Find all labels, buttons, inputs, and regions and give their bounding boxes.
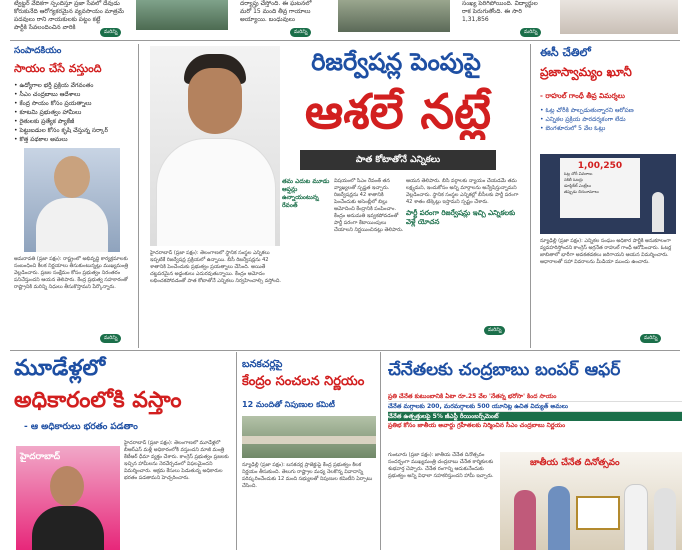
people-2 (548, 486, 570, 550)
more-button[interactable]: మరిన్ని (100, 334, 121, 343)
top-strip-photo-2 (338, 0, 450, 32)
people-3 (624, 484, 648, 550)
bottom-right-headline: చేనేతలకు చంద్రబాబు బంపర్ ఆఫర్ (388, 360, 621, 380)
lead-body-col1: హైదరాబాద్ (ప్రజా పక్షం): తెలంగాణలో స్థానిక సంస్థల ఎన్నికలు ఇప్పటికే రిజర్వేషన్ల ప్రక్రియలో ఉన్నాయి. బీసీ రిజర్వేషన్లను 42 శాతానికి పెంచేందుకు ప్రభుత్వం ప్రయత్నాలు చేసింది. అయితే చట్టపరమైన అడ్డంకులు ఎదురవుతున్నాయి. కేంద్రం ఆమోదం లభించకపోవడంతో పాత కోటాతోనే ఎన్నికలు నిర్వహించాల్సి వస్తోంది. (150, 250, 281, 284)
more-button[interactable]: మరిన్ని (484, 326, 505, 335)
bullet: • బెంగళూరులో 5 వేల ఓట్లు (540, 125, 606, 132)
bottom-right-body: గుంటూరు (ప్రజా పక్షం): జాతీయ చేనేత దినోత్సవం సందర్భంగా ముఖ్యమంత్రి చంద్రబాబు చేనేత కార్మికులకు శుభవార్త చెప్పారు. చేనేత రంగాన్ని ఆదుకునేందుకు ప్రభుత్వం అన్ని విధాలా సహకరిస్తుందని హామీ ఇచ్చారు. (388, 452, 494, 479)
lead-body-col3: ఆయన తెలిపారు. బీసీ వర్గాలకు న్యాయం చేయడమే తమ లక్ష్యమని, ఇందుకోసం అన్ని మార్గాలను అన్వేషిస్తున్నామని వెల్లడించారు. స్థానిక సంస్థల ఎన్నికల్లో బీసీలకు పార్టీ పరంగా 42 శాతం టిక్కెట్లు ఇస్తామని స్పష్టం చేశారు. పార్టీ పరంగా రిజర్వేషన్లు ఇచ్చి ఎన్నికలకు వెళ్లే యోచన (406, 178, 524, 346)
dam-structure (242, 436, 376, 444)
more-button[interactable]: మరిన్ని (290, 28, 311, 37)
lead-quote: తమ ఎదుట మూడు ఆప్షన్లు ఉన్నాయంటున్న రేవంత్ (282, 178, 330, 209)
bottom-mid-kicker: బనకచర్లపై (242, 359, 283, 370)
top-strip-col3: సంఖ్య పెరిగిపోయింది. విద్యార్థుల రాక పెరుగుతోంది. ఈ సారి 1,31,856 (462, 0, 538, 23)
lead-shirt (156, 138, 276, 246)
bl-body (32, 506, 104, 550)
bottom-mid-photo (242, 416, 376, 458)
right-subhead: - రాహుల్ గాంధీ తీవ్ర విమర్శలు (540, 92, 625, 100)
bullet: • ఓట్ల చోరీకి పాల్పడుతున్నారని ఆరోపణ (540, 107, 634, 114)
headline: సాయం చేసే వస్తుంది (14, 62, 102, 75)
more-button[interactable]: మరిన్ని (100, 28, 121, 37)
bottom-mid-body: న్యూఢిల్లీ (ప్రజా పక్షం): బనకచర్ల ప్రాజెక్టుపై కేంద్ర ప్రభుత్వం కీలక నిర్ణయం తీసుకుంది. తెలుగు రాష్ట్రాల మధ్య నెలకొన్న వివాదాన్ని పరిష్కరించేందుకు 12 మంది సభ్యులతో నిపుణుల కమిటీని ఏర్పాటు చేసింది. (242, 462, 373, 489)
more-button[interactable]: మరిన్ని (640, 334, 661, 343)
bullet: • రైతులకు ప్రత్యేక ప్యాకేజీ (14, 118, 75, 125)
divider (10, 40, 680, 41)
divider (10, 350, 680, 351)
bottom-mid-subhead: 12 మందితో నిపుణుల కమిటీ (242, 400, 335, 409)
offer-item: చేనేత ఉత్పత్తులపై 5% జీఎస్టీ రీయింబర్స్‌మెంట్ (388, 412, 682, 421)
bullet: • ఉద్యోగాల భర్తీ ప్రక్రియ వేగవంతం (14, 82, 94, 89)
lead-portrait-photo (150, 46, 280, 246)
bottom-left-headline1: మూడేళ్లలో (14, 356, 106, 381)
lead-kicker: రిజర్వేషన్ల పెంపుపై (311, 48, 481, 76)
bullet: • కొత్త పథకాల అమలు (14, 136, 68, 143)
bottom-right-items (388, 392, 682, 448)
offer-item: ప్రతి చేనేత కుటుంబానికి ఏటా రూ.25 వేల 'నేతన్న భరోసా' కింద సాయం (388, 392, 682, 402)
bottom-left-headline2: అధికారంలోకి వస్తాం (14, 388, 182, 413)
right-body: న్యూఢిల్లీ (ప్రజా పక్షం): ఎన్నికల సంఘం అధికార పార్టీకి అనుకూలంగా వ్యవహరిస్తోందని కాంగ్రెస్ అగ్రనేత రాహుల్ గాంధీ ఆరోపించారు. ఓటర్ల జాబితాలో భారీగా అవకతవకలు జరిగాయని ఆయన విమర్శించారు. ఆధారాలతో సహా వివరాలను మీడియా ముందు ఉంచారు. (540, 238, 672, 265)
lead-body-col2: విషయంలో సీఎం రేవంత్ తన వ్యాఖ్యలతో స్పష్టత ఇచ్చారు. రిజర్వేషన్లను 42 శాతానికి పెంచేందుకు అసెంబ్లీలో బిల్లు ఆమోదించి కేంద్రానికి పంపించాం. కేంద్రం అనుమతి ఇవ్వకపోవడంతో పార్టీ పరంగా కేటాయింపులు చేయాలని నిర్ణయించినట్లు తెలిపారు. (334, 178, 404, 233)
lead-subhead: పాత కోటాతోనే ఎన్నికలు (300, 150, 496, 170)
bullet: • సీఎం చంద్రబాబు ఆదేశాలు (14, 91, 81, 98)
portrait-head (54, 156, 90, 198)
certificate (576, 496, 620, 530)
bullet: • ఎన్నికల ప్రక్రియ పారదర్శకంగా లేదు (540, 116, 626, 123)
divider (138, 44, 139, 348)
bottom-left-subhead: - ఆ అధికారులు భరతం పడతాం (24, 422, 138, 432)
left-body: అమరావతి (ప్రజా పక్షం): రాష్ట్రంలో అభివృద్ధి కార్యక్రమాలకు సంబంధించి కీలక నిర్ణయాలు తీసుకుంటున్నట్లు ముఖ్యమంత్రి వెల్లడించారు. ప్రజల సంక్షేమం కోసం ప్రభుత్వం నిరంతరం పనిచేస్తుందని ఆయన తెలిపారు. కేంద్ర ప్రభుత్వ సహకారంతో రాష్ట్రానికి మరిన్ని నిధులు తీసుకొస్తామని పేర్కొన్నారు. (14, 256, 129, 290)
bullet: • కూటమి ప్రభుత్వం హామీలు (14, 109, 82, 116)
top-strip-photo-3 (560, 0, 678, 34)
section-title: సంపాదకీయం (14, 46, 62, 56)
slide-photo (540, 154, 676, 234)
bullet: • పెట్టుబడుల కోసం కృషి చేస్తున్న సర్కార్ (14, 127, 109, 134)
right-headline: ప్రజాస్వామ్యం ఖూనీ (540, 65, 632, 79)
people-4 (654, 488, 676, 550)
right-heading: పార్టీ పరంగా రిజర్వేషన్లు ఇచ్చి ఎన్నికలకు వెళ్లే యోచన (406, 209, 516, 226)
people-1 (514, 490, 536, 550)
bl-face (50, 466, 84, 506)
top-strip-photo-1 (136, 0, 228, 30)
divider (236, 352, 237, 550)
right-kicker: ఈసీ చేతిలో (540, 46, 591, 59)
lead-headline: ఆశలే నట్లే (304, 84, 492, 140)
bottom-left-photo: హైదరాబాద్ (16, 446, 120, 550)
bottom-left-body: హైదరాబాద్ (ప్రజా పక్షం): తెలంగాణలో మూడేళ్లలో బీఆర్ఎస్ మళ్లీ అధికారంలోకి వస్తుందని మాజీ మంత్రి కేటీఆర్ ధీమా వ్యక్తం చేశారు. కాంగ్రెస్ ప్రభుత్వం ప్రజలకు ఇచ్చిన హామీలను నెరవేర్చడంలో విఫలమైందని విమర్శించారు. అక్రమ కేసులు పెడుతున్న అధికారుల భరతం పడతామని హెచ్చరించారు. (124, 440, 229, 481)
top-strip-col1: ట్విట్టర్ వేదికగా స్పందిస్తూ ప్రజా సేవలో దేవుడు కోరుకునేది ఆరోగ్యకరమైన వ్యవసాయం మాత్రమే పదవులు రాని నాయకులకు పట్టం కట్టే పార్టీకి సేవలందించిన వారికి (14, 0, 124, 31)
bottom-mid-headline: కేంద్రం సంచలన నిర్ణయం (242, 374, 365, 389)
bottom-right-photo: జాతీయ చేనేత దినోత్సవం (500, 452, 682, 550)
top-strip-col2: దర్యాప్తు చేస్తోంది. ఈ ఘటనలో మరో 15 మంది తీవ్ర గాయాలు అయ్యాయి. బంధువులు (240, 0, 312, 23)
offer-item: ప్రతిభ కోసం జాతీయ అవార్డు గ్రహీతలకు నిర్మించిన సీఎం చంద్రబాబు నిర్ణయం (388, 422, 566, 429)
more-button[interactable]: మరిన్ని (520, 28, 541, 37)
portrait-body (36, 198, 108, 252)
speaker-figure (652, 192, 664, 232)
divider (530, 44, 531, 348)
lead-face (188, 68, 242, 134)
left-portrait-photo (24, 148, 120, 252)
offer-item: చేనేత మగ్గాలకు 200, మరమగ్గాలకు 500 యూనిట్ల ఉచిత విద్యుత్ అమలు (388, 402, 682, 412)
slide-screen: 1,00,250 ఓట్ల చోరీ వివరాలు నకిలీ ఓటర్లు డూప్లికేట్ ఎంట్రీలు తప్పుడు చిరునామాలు (560, 158, 640, 218)
divider (380, 352, 381, 550)
bullet: • కేంద్ర సాయం కోసం ప్రయత్నాలు (14, 100, 92, 107)
